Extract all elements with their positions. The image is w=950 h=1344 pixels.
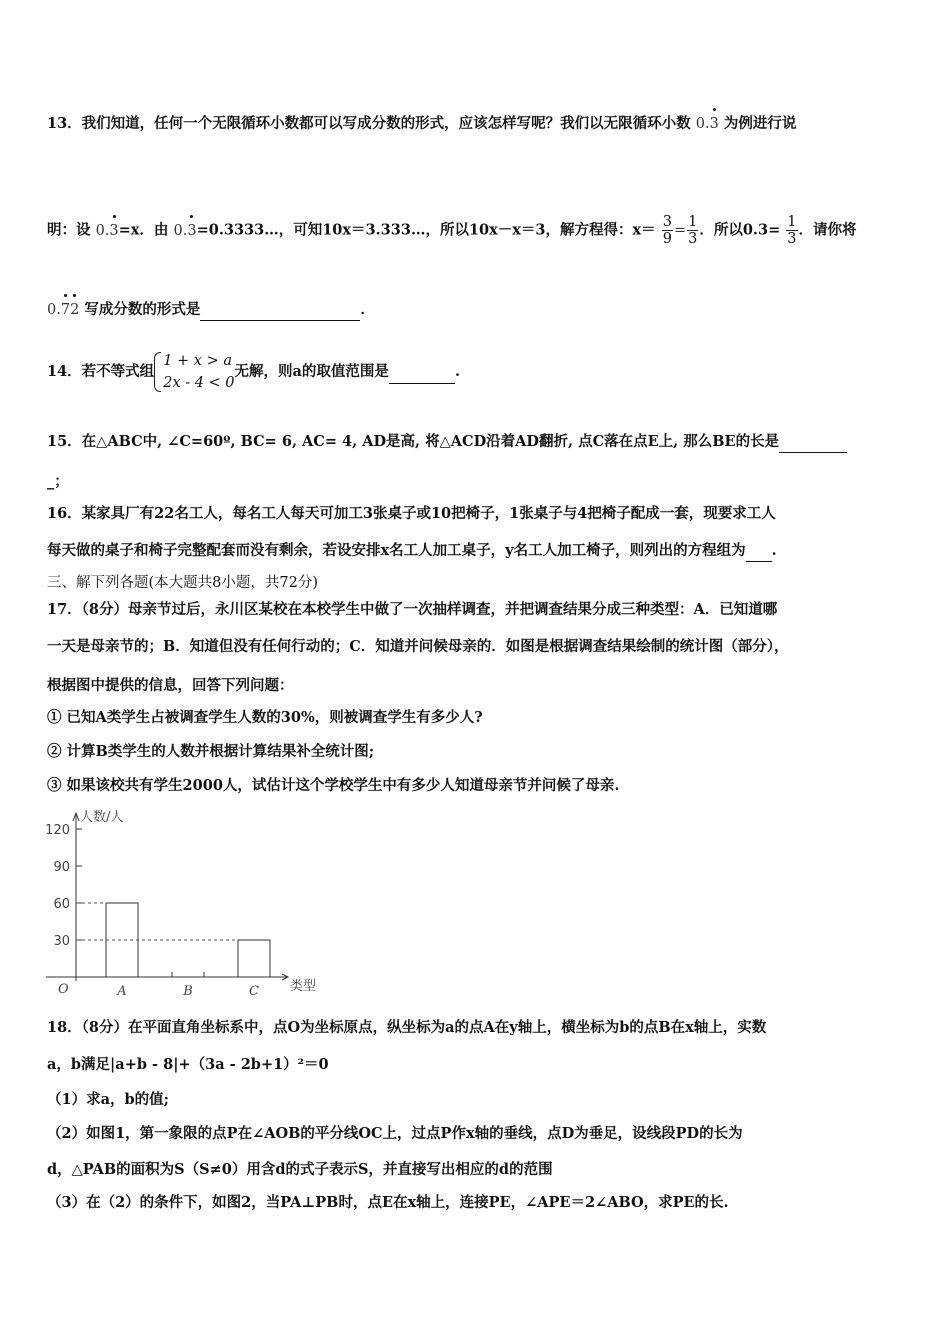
q17-item1: ① 已知A类学生占被调查学生人数的30%，则被调查学生有多少人? [47,709,483,726]
q13-line1 [47,114,796,134]
repeating-decimal-0-3: 0.3 [173,222,197,239]
repeating-decimal-0-72: 0.72 [47,302,80,318]
category-label-A: A [117,984,127,999]
fraction-1-3: $\frac{1}{3}$ [787,214,797,247]
q18-part3: （3）在（2）的条件下，如图2，当PA⊥PB时，点E在x轴上，连接PE，∠APE＝2∠ABO，求PE的长. [47,1194,729,1211]
q17-item2: ② 计算B类学生的人数并根据计算结果补全统计图; [47,743,375,760]
q15-line1: 15．在△ABC中, ∠C=60º, BC= 6, AC= 4, AD是高, 将△ACD沿着AD翻折, 点C落在点E上, 那么BE的长是 [47,432,847,453]
x-axis-label: 类型 [290,979,317,994]
category-label-C: C [249,984,259,999]
q13-line2: 明：设 0.3=x．由 0.3=0.3333…，可知10x＝3.333…，所以10x－x＝3，解方程得：x＝ $\frac{3}{9}$ = $\frac{1}{3}$ ．所以0.3= $\frac{1}{3}$ ．请你将 [47,214,857,247]
answer-blank[interactable] [200,300,360,321]
q18-part1: （1）求a，b的值; [47,1091,169,1108]
bar-A [106,903,138,977]
bar-C [238,940,270,977]
q18-line1: 18．（8分）在平面直角坐标系中，点O为坐标原点，纵坐标为a的点A在y轴上，横坐标为b的点B在x轴上，实数 [47,1019,767,1036]
fraction-1-3: $\frac{1}{3}$ [688,214,698,247]
q17-line3: 根据图中提供的信息，回答下列问题： [47,677,294,694]
category-label-B: B [183,984,193,999]
q15-line2: _； [47,473,69,490]
q17-item3: ③ 如果该校共有学生2000人，试估计这个学校学生中有多少人知道母亲节并问候了母亲. [47,777,620,794]
origin-label: O [58,982,69,997]
bar-chart [40,805,340,1005]
q17-line1: 17．（8分）母亲节过后，永川区某校在本校学生中做了一次抽样调查，并把调查结果分成三种类型：A．已知道哪 [47,601,778,618]
y-tick-label: 120 [45,823,70,838]
answer-blank[interactable] [389,361,455,384]
repeating-decimal-0-3: 0.3 [95,222,119,239]
q13-text-a: 13．我们知道，任何一个无限循环小数都可以写成分数的形式，应该怎样写呢？我们以无限循环小数 [47,115,691,132]
q14: 14．若不等式组 1 + x > a 2x - 4 < 0 无解，则a的取值范围是 . [47,350,460,394]
y-axis-label: 人数/人 [80,810,124,825]
q16-line1: 16．某家具厂有22名工人，每名工人每天可加工3张桌子或10把椅子，1张桌子与4把椅子配成一套，现要求工人 [47,505,776,522]
inequality-system: 1 + x > a 2x - 4 < 0 [154,350,234,394]
q13-line3: 0.72 写成分数的形式是 ． [47,300,375,321]
q18-line2: a，b满足|a+b - 8|+（3a - 2b+1）²＝0 [47,1056,329,1073]
y-tick-label: 30 [53,934,70,949]
q18-part2-line2: d，△PAB的面积为S（S≠0）用含d的式子表示S，并直接写出相应的d的范围 [47,1161,553,1178]
repeating-decimal-0-3: 0.3 [695,116,719,132]
answer-blank[interactable] [779,432,847,453]
section-heading: 三、解下列各题(本大题共8小题，共72分) [47,575,318,591]
q13-text-b: 为例进行说 [723,115,797,132]
fraction-3-9: $\frac{3}{9}$ [662,214,672,247]
q17-line2: 一天是母亲节的；B．知道但没有任何行动的；C．知道并问候母亲的．如图是根据调查结果绘制的统计图（部分）， [47,638,789,655]
answer-blank[interactable] [746,541,772,562]
y-tick-label: 60 [53,897,70,912]
q16-line2: 每天做的桌子和椅子完整配套而没有剩余，若设安排x名工人加工桌子，y名工人加工椅子，则列出的方程组为 . [47,541,777,562]
y-tick-label: 90 [53,860,70,875]
q18-part2-line1: （2）如图1，第一象限的点P在∠AOB的平分线OC上，过点P作x轴的垂线，点D为垂足，设线段PD的长为 [47,1125,743,1142]
